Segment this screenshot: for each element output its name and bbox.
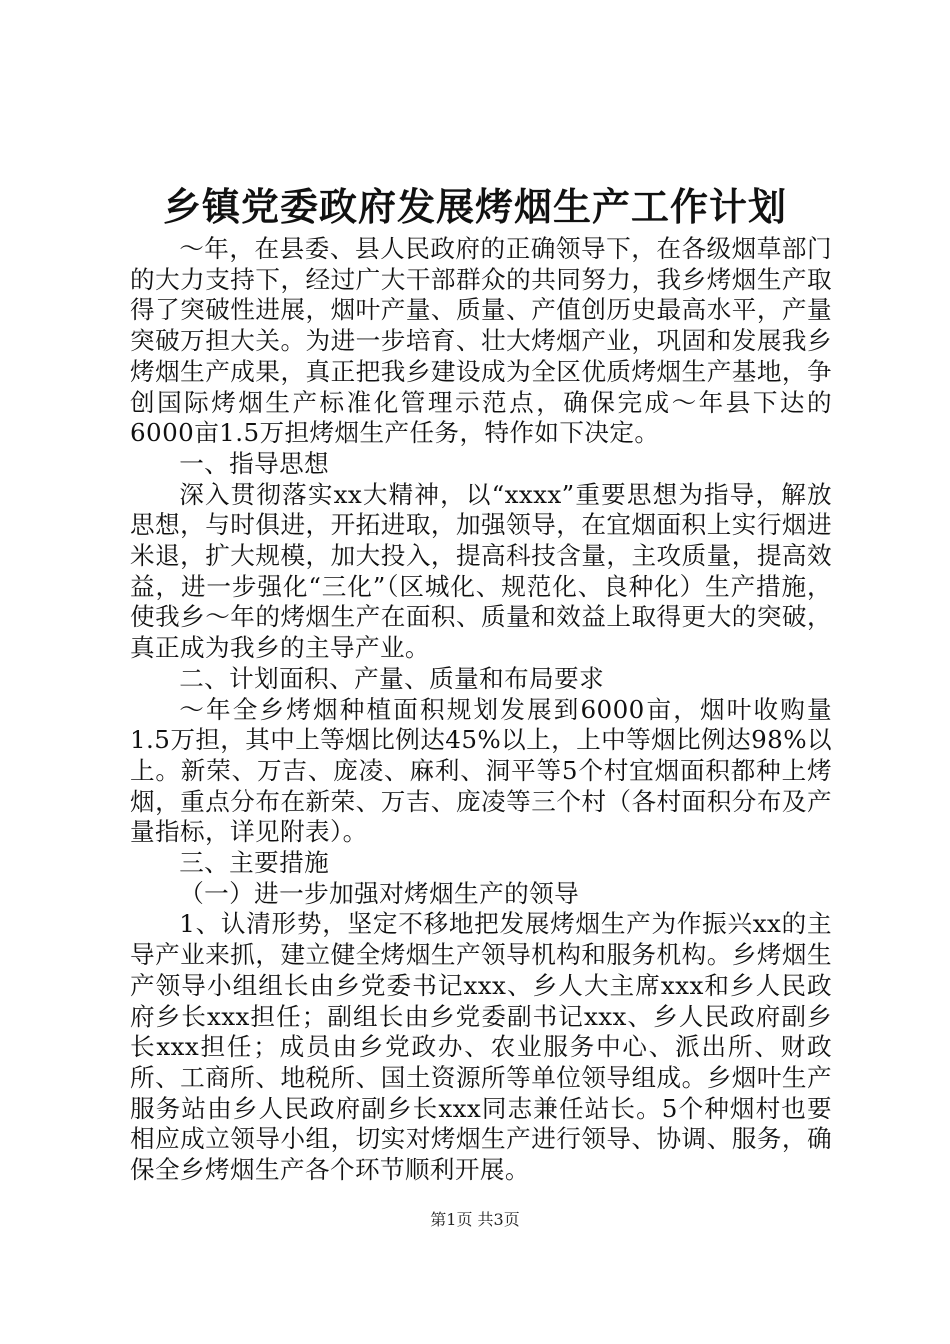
document-body <box>130 234 832 1186</box>
guiding-thought-paragraph: 深入贯彻落实xx大精神，以“xxxx”重要思想为指导，解放思想，与时俱进，开拓进取，加强领导，在宜烟面积上实行烟进米退，扩大规模，加大投入，提高科技含量，主攻质量，提高效益，进一步强化“三化”（区城化、规范化、良种化）生产措施，使我乡～年的烤烟生产在面积、质量和效益上取得更大的突破，真正成为我乡的主导产业。 <box>130 479 832 663</box>
plan-requirements-paragraph: ～年全乡烤烟种植面积规划发展到6000亩，烟叶收购量1.5万担，其中上等烟比例达45%以上，上中等烟比例达98%以上。新荣、万吉、庞凌、麻利、洞平等5个村宜烟面积都种上烤烟，重点分布在新荣、万吉、庞凌等三个村（各村面积分布及产量指标，详见附表）。 <box>130 694 832 847</box>
page-footer: 第1页 共3页 <box>430 1210 520 1229</box>
subsection-heading-leadership: （一）进一步加强对烤烟生产的领导 <box>179 878 580 908</box>
leadership-paragraph: 1、认清形势，坚定不移地把发展烤烟生产为作振兴xx的主导产业来抓，建立健全烤烟生产领导机构和服务机构。乡烤烟生产领导小组组长由乡党委书记xxx、乡人大主席xxx和乡人民政府乡长xxx担任；副组长由乡党委副书记xxx、乡人民政府副乡长xxx担任；成员由乡党政办、农业服务中心、派出所、财政所、工商所、地税所、国土资源所等单位领导组成。乡烟叶生产服务站由乡人民政府副乡长xxx同志兼任站长。5个种烟村也要相应成立领导小组，切实对烤烟生产进行领导、协调、服务，确保全乡烤烟生产各个环节顺利开展。 <box>130 909 832 1185</box>
section-heading-plan-requirements: 二、计划面积、产量、质量和布局要求 <box>179 663 605 693</box>
section-heading-guiding-thought: 一、指导思想 <box>179 448 330 478</box>
intro-paragraph: ～年，在县委、县人民政府的正确领导下，在各级烟草部门的大力支持下，经过广大干部群众的共同努力，我乡烤烟生产取得了突破性进展，烟叶产量、质量、产值创历史最高水平，产量突破万担大关。为进一步培育、壮大烤烟产业，巩固和发展我乡烤烟生产成果，真正把我乡建设成为全区优质烤烟生产基地，争创国际烤烟生产标准化管理示范点，确保完成～年县下达的6000亩1.5万担烤烟生产任务，特作如下决定。 <box>130 234 832 448</box>
section-heading-main-measures: 三、主要措施 <box>179 848 330 878</box>
document-title: 乡镇党委政府发展烤烟生产工作计划 <box>162 185 787 229</box>
